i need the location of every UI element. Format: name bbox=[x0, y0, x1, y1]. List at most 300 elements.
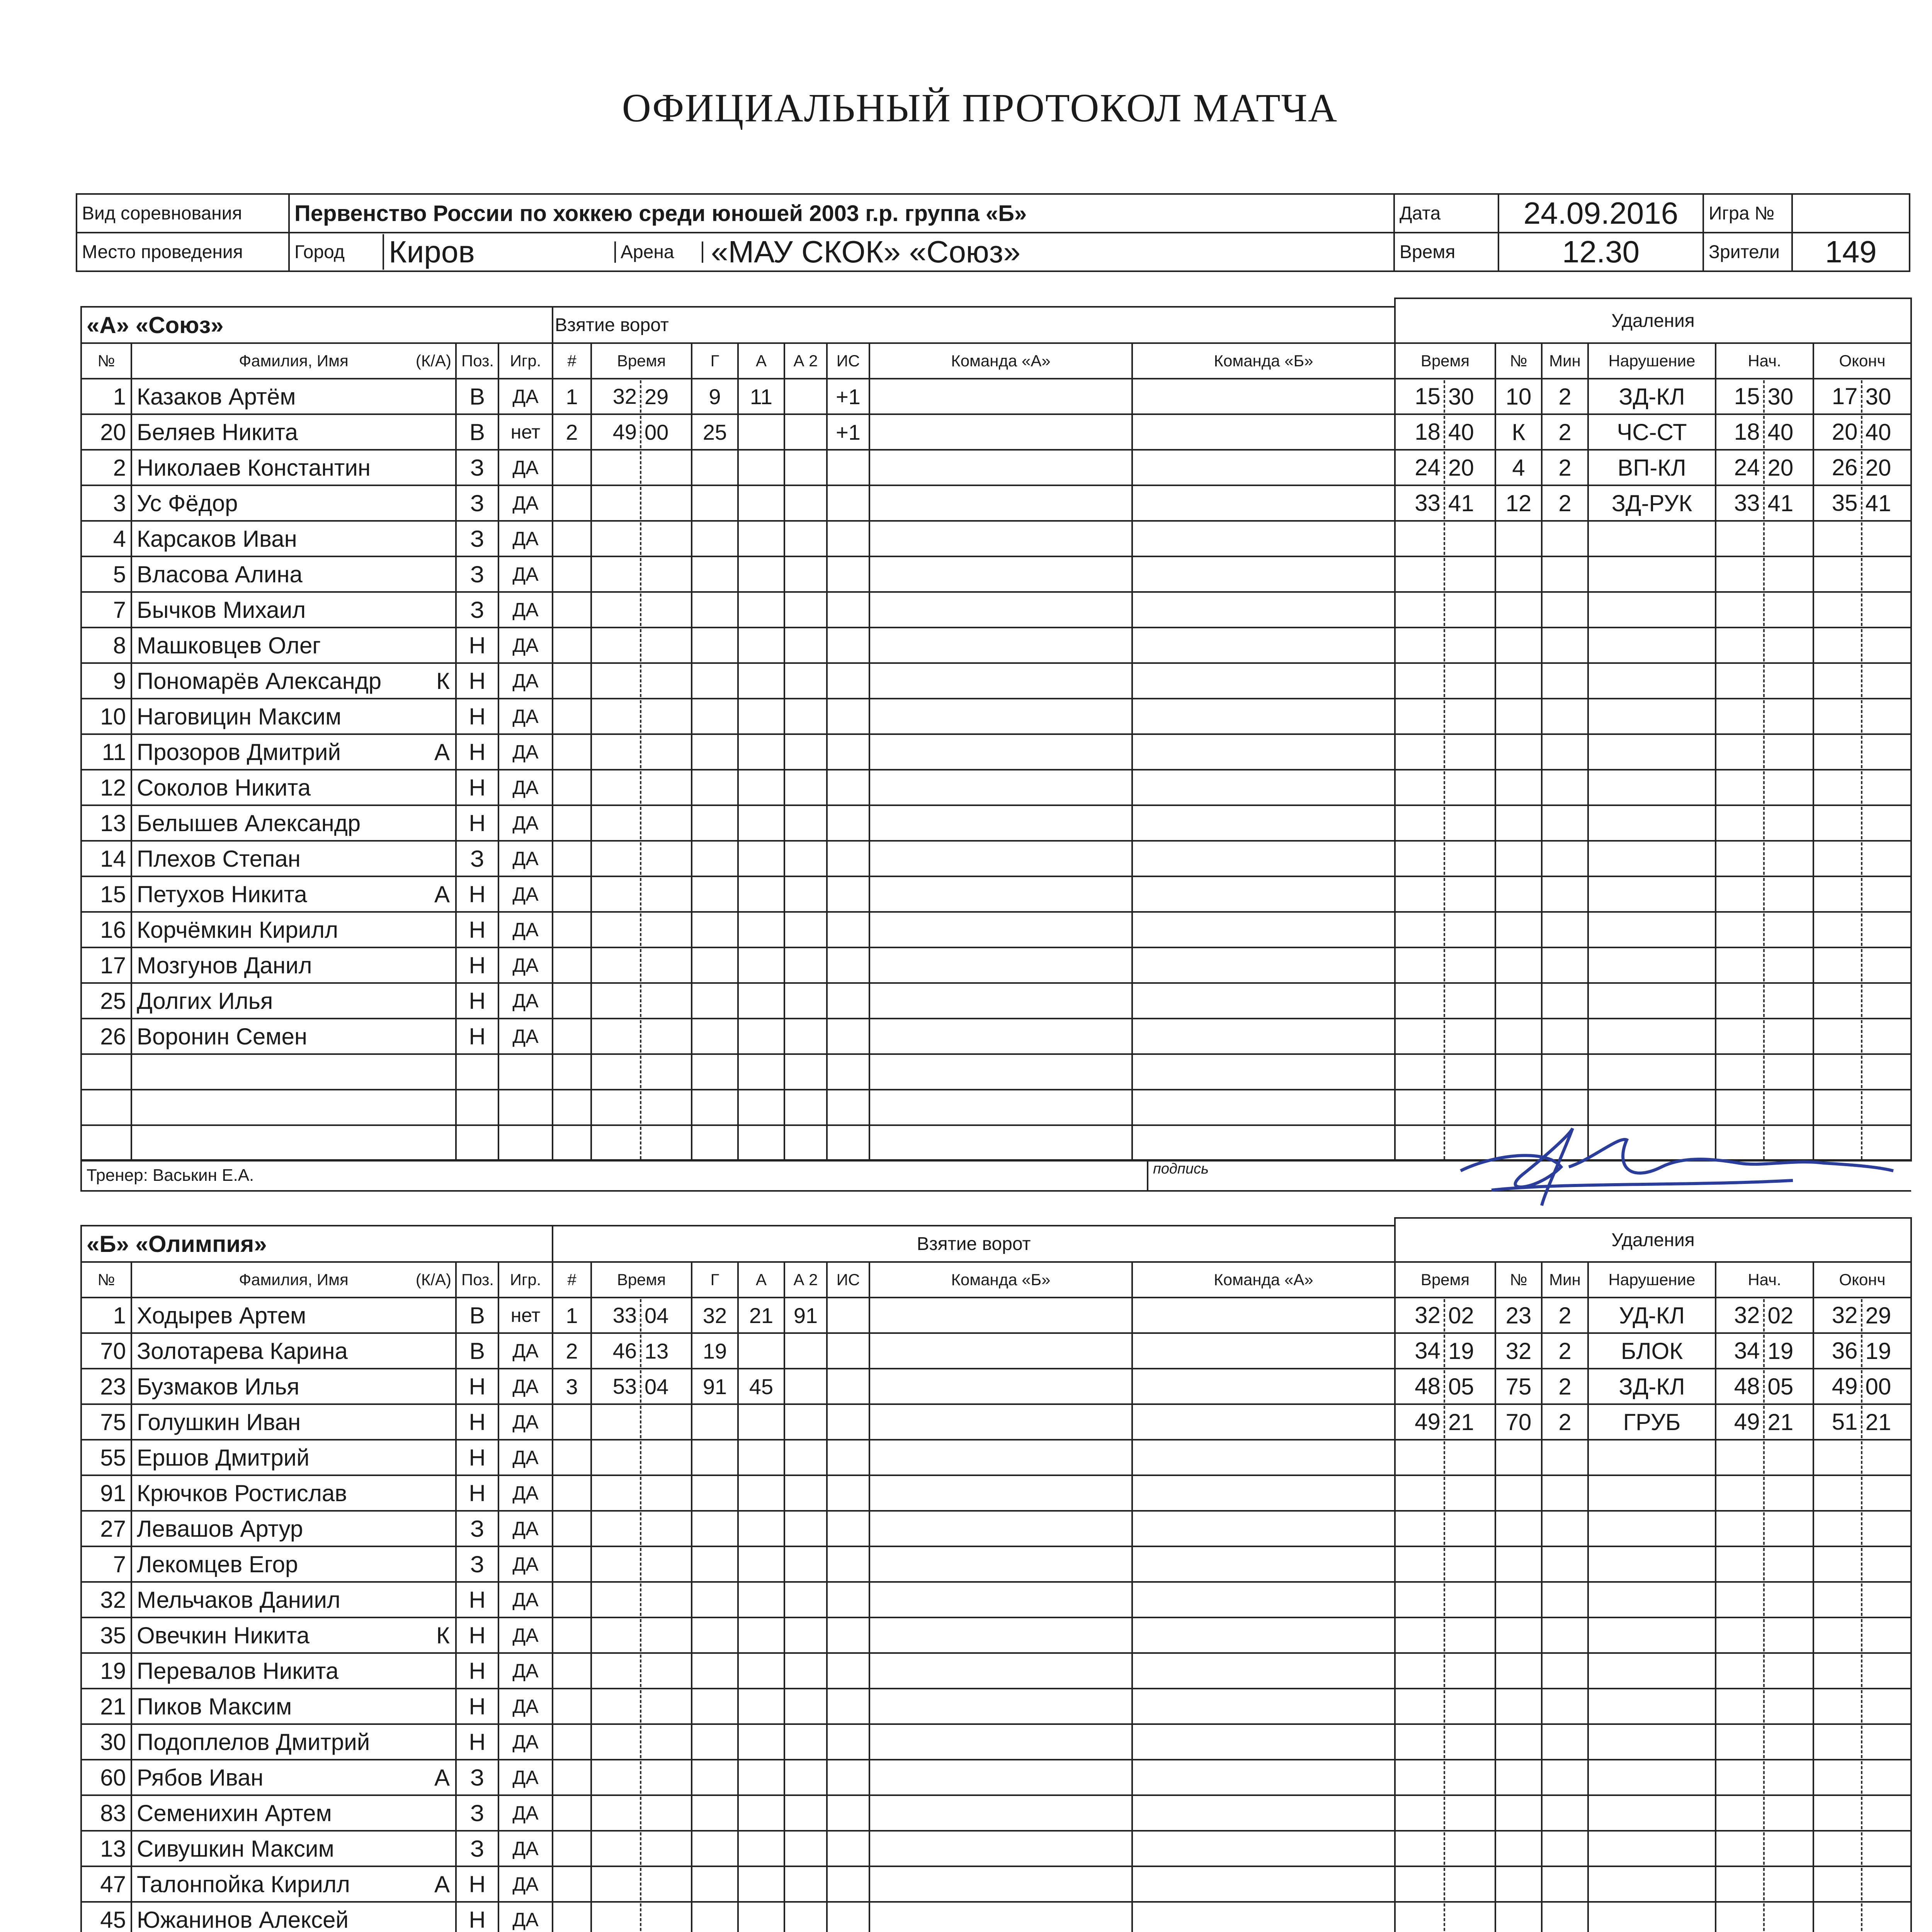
goals-title: Взятие ворот bbox=[553, 1226, 1395, 1262]
penalty-infraction bbox=[1588, 1019, 1716, 1054]
player-number: 3 bbox=[81, 485, 131, 521]
player-name bbox=[131, 770, 456, 805]
player-played: ДА bbox=[498, 805, 553, 841]
penalty-infraction bbox=[1588, 734, 1716, 770]
player-row bbox=[81, 841, 553, 876]
player-name-text: Наговицин Максим bbox=[137, 703, 342, 730]
goal-situation bbox=[827, 1902, 869, 1932]
goal-scorer bbox=[692, 1902, 738, 1932]
player-row bbox=[81, 1653, 553, 1689]
player-position: Н bbox=[456, 1653, 498, 1689]
penalty-end-min: 17 bbox=[1814, 380, 1862, 413]
team-b-goals bbox=[552, 1225, 1396, 1932]
penalty-end-min bbox=[1814, 878, 1862, 910]
player-number: 26 bbox=[81, 1019, 131, 1054]
penalty-player bbox=[1495, 1019, 1542, 1054]
player-name-text: Рябов Иван bbox=[137, 1764, 264, 1791]
player-name bbox=[131, 1019, 456, 1054]
penalty-time bbox=[1395, 379, 1495, 414]
penalty-end-sec: 19 bbox=[1865, 1338, 1891, 1364]
goal-situation bbox=[827, 1546, 869, 1582]
penalty-minutes bbox=[1542, 770, 1588, 805]
penalty-end bbox=[1813, 1795, 1911, 1831]
penalty-end bbox=[1813, 1724, 1911, 1760]
goal-team-second bbox=[1132, 841, 1395, 876]
penalty-start bbox=[1716, 663, 1813, 699]
penalty-player: К bbox=[1495, 414, 1542, 450]
player-row bbox=[81, 1125, 553, 1161]
penalty-time-sec: 05 bbox=[1448, 1373, 1474, 1400]
goal-row bbox=[553, 1831, 1395, 1866]
pen-inf-header: Нарушение bbox=[1588, 1262, 1716, 1298]
goal-team-first bbox=[869, 556, 1132, 592]
goal-minute bbox=[592, 1690, 641, 1723]
penalty-start-min bbox=[1716, 1726, 1765, 1758]
goal-time bbox=[591, 876, 692, 912]
penalty-minutes bbox=[1542, 1831, 1588, 1866]
penalty-end bbox=[1813, 734, 1911, 770]
penalty-start-min bbox=[1716, 700, 1765, 733]
penalty-player bbox=[1495, 1475, 1542, 1511]
penalty-infraction bbox=[1588, 556, 1716, 592]
goal-minute bbox=[592, 1583, 641, 1616]
penalty-minutes bbox=[1542, 1760, 1588, 1795]
penalty-infraction bbox=[1588, 1724, 1716, 1760]
goal-row bbox=[553, 770, 1395, 805]
penalty-start bbox=[1716, 1440, 1813, 1475]
player-name bbox=[131, 1511, 456, 1546]
goal-team-second bbox=[1132, 1404, 1395, 1440]
penalty-time-sec: 40 bbox=[1448, 419, 1474, 445]
pen-no-header: № bbox=[1495, 343, 1542, 379]
penalty-end-sec: 29 bbox=[1865, 1302, 1891, 1328]
player-name bbox=[131, 1760, 456, 1795]
penalty-minutes bbox=[1542, 663, 1588, 699]
goal-team-second bbox=[1132, 1866, 1395, 1902]
penalty-time-min bbox=[1396, 665, 1445, 697]
goal-assist-1 bbox=[738, 1689, 784, 1724]
penalty-player bbox=[1495, 947, 1542, 983]
goal-row bbox=[553, 1866, 1395, 1902]
goal-team-second bbox=[1132, 1724, 1395, 1760]
time-label: Время bbox=[1394, 233, 1498, 271]
player-number: 2 bbox=[81, 450, 131, 485]
col-play: Игр. bbox=[498, 1262, 553, 1298]
player-played bbox=[498, 1090, 553, 1125]
penalty-end-min bbox=[1814, 1477, 1862, 1509]
goal-minute bbox=[592, 1832, 641, 1865]
goal-second: 04 bbox=[645, 1303, 669, 1328]
goal-situation bbox=[827, 1090, 869, 1125]
penalty-end-min bbox=[1814, 1797, 1862, 1829]
goal-situation bbox=[827, 841, 869, 876]
goal-assist-2 bbox=[784, 1866, 827, 1902]
penalty-time-min bbox=[1396, 1832, 1445, 1865]
penalty-row bbox=[1395, 1475, 1911, 1511]
header-table bbox=[76, 193, 1910, 272]
goal-assist-2 bbox=[784, 556, 827, 592]
penalty-end-sec: 41 bbox=[1865, 490, 1891, 516]
goal-minute: 32 bbox=[592, 380, 641, 413]
penalty-infraction bbox=[1588, 699, 1716, 734]
penalty-end-min: 35 bbox=[1814, 487, 1862, 519]
penalty-end bbox=[1813, 1054, 1911, 1090]
player-position: Н bbox=[456, 1902, 498, 1932]
player-name bbox=[131, 1689, 456, 1724]
penalty-end-min bbox=[1814, 1583, 1862, 1616]
goal-number bbox=[553, 770, 591, 805]
goal-team-first bbox=[869, 592, 1132, 628]
penalty-end bbox=[1813, 1333, 1911, 1369]
player-played: ДА bbox=[498, 1724, 553, 1760]
captain-mark: К bbox=[436, 1622, 450, 1648]
player-number: 14 bbox=[81, 841, 131, 876]
pen-start-header: Нач. bbox=[1716, 343, 1813, 379]
goal-time bbox=[591, 1902, 692, 1932]
player-name bbox=[131, 1369, 456, 1404]
goal-scorer bbox=[692, 699, 738, 734]
penalty-start bbox=[1716, 912, 1813, 947]
penalty-end bbox=[1813, 805, 1911, 841]
goal-row bbox=[553, 1404, 1395, 1440]
goal-assist-2 bbox=[784, 1090, 827, 1125]
goal-assist-1 bbox=[738, 1831, 784, 1866]
player-row bbox=[81, 1760, 553, 1795]
penalty-time-min: 32 bbox=[1396, 1299, 1445, 1332]
player-position bbox=[456, 1090, 498, 1125]
penalty-end-min: 49 bbox=[1814, 1370, 1862, 1403]
penalty-time-min bbox=[1396, 522, 1445, 555]
team-b-penalties bbox=[1394, 1217, 1912, 1932]
date-label: Дата bbox=[1394, 194, 1498, 233]
penalty-time bbox=[1395, 414, 1495, 450]
goal-time bbox=[591, 450, 692, 485]
penalty-time-min bbox=[1396, 1761, 1445, 1794]
player-number: 7 bbox=[81, 1546, 131, 1582]
player-name-text: Белышев Александр bbox=[137, 810, 361, 836]
goal-assist-1 bbox=[738, 841, 784, 876]
team-a-signature-label: подпись bbox=[1148, 1160, 1911, 1191]
penalty-minutes bbox=[1542, 556, 1588, 592]
goal-assist-2 bbox=[784, 1617, 827, 1653]
penalty-row bbox=[1395, 1689, 1911, 1724]
goal-team-first bbox=[869, 1404, 1132, 1440]
goal-number bbox=[553, 1404, 591, 1440]
goal-team-first bbox=[869, 1440, 1132, 1475]
pen-end-header: Оконч bbox=[1813, 343, 1911, 379]
goal-row bbox=[553, 628, 1395, 663]
penalty-player bbox=[1495, 876, 1542, 912]
penalty-row bbox=[1395, 485, 1911, 521]
player-name bbox=[131, 663, 456, 699]
goal-scorer bbox=[692, 983, 738, 1019]
goal-team-first bbox=[869, 983, 1132, 1019]
goal-row bbox=[553, 1440, 1395, 1475]
penalty-infraction bbox=[1588, 1475, 1716, 1511]
goal-scorer bbox=[692, 947, 738, 983]
goal-team-second bbox=[1132, 1795, 1395, 1831]
penalty-time bbox=[1395, 1760, 1495, 1795]
pen-start-header: Нач. bbox=[1716, 1262, 1813, 1298]
penalty-row bbox=[1395, 841, 1911, 876]
penalty-start bbox=[1716, 1617, 1813, 1653]
goal-scorer: 25 bbox=[692, 414, 738, 450]
goal-time bbox=[591, 912, 692, 947]
team-a-signature bbox=[1445, 1113, 1909, 1213]
player-number: 75 bbox=[81, 1404, 131, 1440]
goal-assist-1: 11 bbox=[738, 379, 784, 414]
penalty-minutes bbox=[1542, 734, 1588, 770]
goal-situation bbox=[827, 450, 869, 485]
penalty-start-min: 24 bbox=[1716, 451, 1765, 484]
penalty-player bbox=[1495, 1831, 1542, 1866]
goal-number bbox=[553, 1582, 591, 1617]
goal-row bbox=[553, 414, 1395, 450]
goal-situation bbox=[827, 912, 869, 947]
player-played: ДА bbox=[498, 1369, 553, 1404]
penalty-time bbox=[1395, 1404, 1495, 1440]
player-row bbox=[81, 1831, 553, 1866]
goal-scorer bbox=[692, 841, 738, 876]
player-row bbox=[81, 1724, 553, 1760]
pen-min-header: Мин bbox=[1542, 1262, 1588, 1298]
goal-assist-2 bbox=[784, 1440, 827, 1475]
penalty-start bbox=[1716, 1760, 1813, 1795]
player-position: З bbox=[456, 1831, 498, 1866]
goal-team-second bbox=[1132, 414, 1395, 450]
player-played: ДА bbox=[498, 1582, 553, 1617]
player-name bbox=[131, 1546, 456, 1582]
goal-time-header: Время bbox=[591, 343, 692, 379]
goal-time bbox=[591, 556, 692, 592]
penalty-row bbox=[1395, 1582, 1911, 1617]
player-position: Н bbox=[456, 912, 498, 947]
player-number: 13 bbox=[81, 1831, 131, 1866]
player-row bbox=[81, 1582, 553, 1617]
goal-team-a-header: Команда «А» bbox=[1132, 1262, 1395, 1298]
goal-number: 1 bbox=[553, 1298, 591, 1333]
goal-time-header: Время bbox=[591, 1262, 692, 1298]
goal-situation bbox=[827, 521, 869, 556]
penalty-infraction: ЗД-РУК bbox=[1588, 485, 1716, 521]
goal-scorer bbox=[692, 1019, 738, 1054]
goal-assist-2 bbox=[784, 663, 827, 699]
penalty-start-min bbox=[1716, 1903, 1765, 1932]
player-name-text: Голушкин Иван bbox=[137, 1409, 301, 1435]
penalty-row bbox=[1395, 663, 1911, 699]
penalty-minutes: 2 bbox=[1542, 1333, 1588, 1369]
penalty-player bbox=[1495, 663, 1542, 699]
goal-team-second bbox=[1132, 770, 1395, 805]
player-number: 11 bbox=[81, 734, 131, 770]
player-position: З bbox=[456, 450, 498, 485]
pen-end-header: Оконч bbox=[1813, 1262, 1911, 1298]
goal-assist-2 bbox=[784, 1125, 827, 1161]
goal-minute bbox=[592, 1761, 641, 1794]
goal-assist-2 bbox=[784, 1582, 827, 1617]
goal-assist-2 bbox=[784, 1475, 827, 1511]
penalty-start-min bbox=[1716, 522, 1765, 555]
player-position: Н bbox=[456, 1369, 498, 1404]
goal-minute bbox=[592, 629, 641, 662]
penalty-row bbox=[1395, 1333, 1911, 1369]
goal-team-second bbox=[1132, 1653, 1395, 1689]
goal-time bbox=[591, 1546, 692, 1582]
time-value: 12.30 bbox=[1498, 233, 1703, 271]
penalty-infraction bbox=[1588, 1440, 1716, 1475]
player-position: Н bbox=[456, 1440, 498, 1475]
player-row bbox=[81, 1440, 553, 1475]
goal-row bbox=[553, 1125, 1395, 1161]
penalty-time bbox=[1395, 770, 1495, 805]
goal-assist-1 bbox=[738, 1902, 784, 1932]
penalty-player bbox=[1495, 521, 1542, 556]
goal-a-header: А bbox=[738, 1262, 784, 1298]
penalty-row bbox=[1395, 379, 1911, 414]
goal-time bbox=[591, 1090, 692, 1125]
player-position: З bbox=[456, 841, 498, 876]
player-name-text: Петухов Никита bbox=[137, 881, 307, 907]
goal-number bbox=[553, 1689, 591, 1724]
penalty-row bbox=[1395, 450, 1911, 485]
penalty-time-min bbox=[1396, 1020, 1445, 1053]
goal-number bbox=[553, 1831, 591, 1866]
penalty-infraction bbox=[1588, 1831, 1716, 1866]
player-played: ДА bbox=[498, 947, 553, 983]
goal-row bbox=[553, 379, 1395, 414]
penalty-end-min bbox=[1814, 771, 1862, 804]
penalty-minutes bbox=[1542, 1582, 1588, 1617]
penalty-player bbox=[1495, 1724, 1542, 1760]
venue-label: Место проведения bbox=[77, 233, 289, 271]
goal-team-second bbox=[1132, 1369, 1395, 1404]
player-played: ДА bbox=[498, 1653, 553, 1689]
goal-situation bbox=[827, 699, 869, 734]
goal-assist-2 bbox=[784, 1369, 827, 1404]
penalty-start bbox=[1716, 628, 1813, 663]
goal-minute bbox=[592, 771, 641, 804]
goal-number bbox=[553, 876, 591, 912]
goal-minute bbox=[592, 1127, 641, 1159]
player-position: З bbox=[456, 521, 498, 556]
pen-min-header: Мин bbox=[1542, 343, 1588, 379]
goal-scorer bbox=[692, 592, 738, 628]
player-name-text: Бычков Михаил bbox=[137, 597, 306, 623]
goal-team-first bbox=[869, 663, 1132, 699]
penalty-infraction bbox=[1588, 592, 1716, 628]
goal-assist-2 bbox=[784, 947, 827, 983]
goal-team-second bbox=[1132, 1125, 1395, 1161]
player-row bbox=[81, 1054, 553, 1090]
goal-team-first bbox=[869, 1831, 1132, 1866]
goal-team-second bbox=[1132, 805, 1395, 841]
penalty-time bbox=[1395, 1653, 1495, 1689]
penalty-time bbox=[1395, 734, 1495, 770]
player-played: ДА bbox=[498, 1475, 553, 1511]
goal-row bbox=[553, 734, 1395, 770]
penalty-start bbox=[1716, 734, 1813, 770]
player-played: ДА bbox=[498, 1866, 553, 1902]
goal-assist-1 bbox=[738, 770, 784, 805]
goal-situation bbox=[827, 1054, 869, 1090]
player-played: ДА bbox=[498, 521, 553, 556]
goal-second: 04 bbox=[645, 1374, 669, 1399]
penalty-infraction: ВП-КЛ bbox=[1588, 450, 1716, 485]
player-played: ДА bbox=[498, 556, 553, 592]
goal-team-second bbox=[1132, 1582, 1395, 1617]
goal-time bbox=[591, 1795, 692, 1831]
goal-team-first bbox=[869, 805, 1132, 841]
player-number: 21 bbox=[81, 1689, 131, 1724]
goal-team-second bbox=[1132, 1546, 1395, 1582]
penalty-start-min bbox=[1716, 807, 1765, 839]
goal-time bbox=[591, 1333, 692, 1369]
goal-row bbox=[553, 663, 1395, 699]
goal-minute bbox=[592, 451, 641, 484]
player-played: ДА bbox=[498, 663, 553, 699]
penalty-end bbox=[1813, 592, 1911, 628]
penalty-end-min bbox=[1814, 629, 1862, 662]
penalty-end-sec: 30 bbox=[1865, 383, 1891, 410]
penalty-infraction bbox=[1588, 1795, 1716, 1831]
penalty-start bbox=[1716, 1831, 1813, 1866]
penalty-end bbox=[1813, 770, 1911, 805]
player-position: Н bbox=[456, 876, 498, 912]
col-play: Игр. bbox=[498, 343, 553, 379]
penalty-player bbox=[1495, 983, 1542, 1019]
goal-assist-2 bbox=[784, 1653, 827, 1689]
player-row bbox=[81, 1404, 553, 1440]
goal-time bbox=[591, 1125, 692, 1161]
penalty-row bbox=[1395, 1369, 1911, 1404]
penalty-time bbox=[1395, 1795, 1495, 1831]
player-row bbox=[81, 1333, 553, 1369]
player-position: Н bbox=[456, 1582, 498, 1617]
penalty-time bbox=[1395, 1831, 1495, 1866]
penalty-end bbox=[1813, 450, 1911, 485]
player-row bbox=[81, 414, 553, 450]
player-row bbox=[81, 485, 553, 521]
goal-time bbox=[591, 1866, 692, 1902]
goal-scorer bbox=[692, 450, 738, 485]
player-row bbox=[81, 1902, 553, 1932]
goal-row bbox=[553, 1689, 1395, 1724]
goal-no-header: # bbox=[553, 1262, 591, 1298]
goal-assist-2 bbox=[784, 1546, 827, 1582]
goal-minute bbox=[592, 1903, 641, 1932]
penalty-end-min bbox=[1814, 522, 1862, 555]
goal-a-header: А bbox=[738, 343, 784, 379]
goal-situation bbox=[827, 1582, 869, 1617]
penalty-time-min bbox=[1396, 1619, 1445, 1651]
penalty-start bbox=[1716, 485, 1813, 521]
goal-team-second bbox=[1132, 379, 1395, 414]
penalty-row bbox=[1395, 1054, 1911, 1090]
player-played: ДА bbox=[498, 628, 553, 663]
goal-number bbox=[553, 1724, 591, 1760]
penalty-end bbox=[1813, 1511, 1911, 1546]
penalty-start-min bbox=[1716, 771, 1765, 804]
penalty-end-min bbox=[1814, 1726, 1862, 1758]
penalty-infraction bbox=[1588, 1760, 1716, 1795]
penalty-player bbox=[1495, 1795, 1542, 1831]
goal-assist-1 bbox=[738, 947, 784, 983]
goal-row bbox=[553, 912, 1395, 947]
penalty-time-min: 33 bbox=[1396, 487, 1445, 519]
player-row bbox=[81, 1369, 553, 1404]
player-name-text: Прозоров Дмитрий bbox=[137, 739, 341, 765]
goal-assist-2 bbox=[784, 628, 827, 663]
